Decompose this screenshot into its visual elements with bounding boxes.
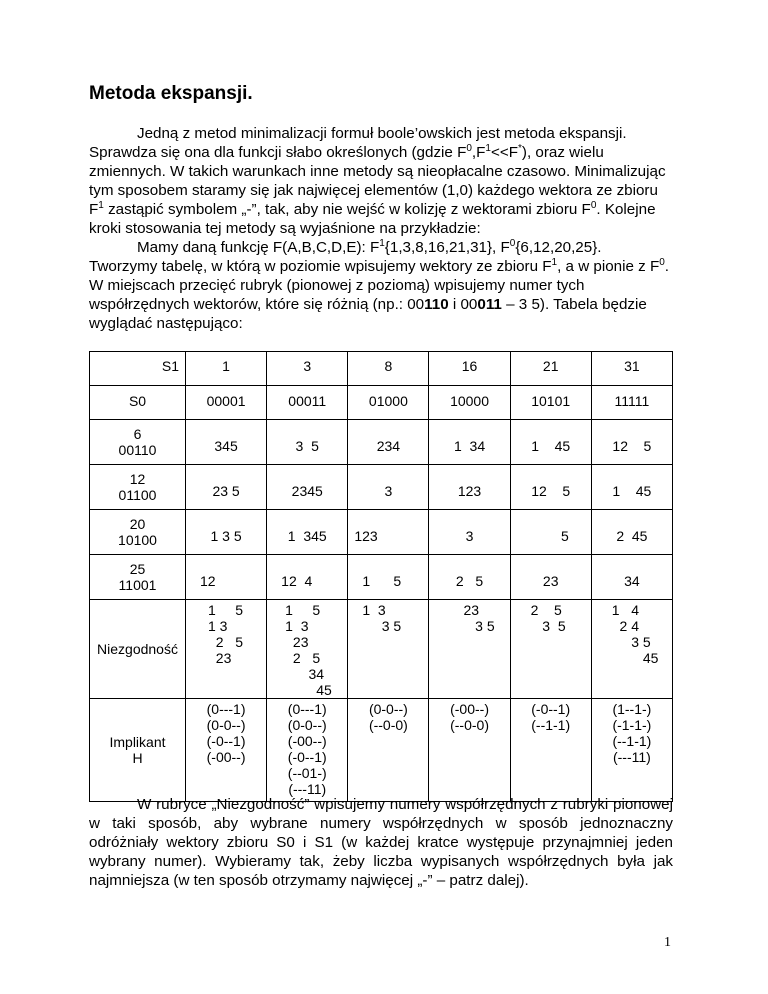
- s0-number: 6: [133, 426, 142, 442]
- para2-sup-1: 1: [379, 237, 385, 249]
- s0-row-label: [90, 510, 186, 555]
- diff-cell: [186, 420, 267, 465]
- niezgodnosc-line: 1 5: [208, 602, 244, 618]
- niezgodnosc-line: 1 5: [285, 602, 321, 618]
- niezgodnosc-line: 3 5: [463, 618, 495, 634]
- niezgodnosc-line: 2 5: [285, 650, 321, 666]
- table-row-s1-vectors: [90, 386, 673, 420]
- niezgodnosc-label: Niezgodność: [90, 600, 186, 699]
- implikant-line: (---11): [612, 749, 651, 765]
- para2-sup-3: 1: [551, 256, 558, 268]
- para1-sup-4: 1: [98, 199, 104, 211]
- niezgodnosc-line: 1 4: [611, 602, 640, 618]
- implikant-cell: [267, 699, 348, 802]
- para2-text-4: , a w pionie z F: [557, 258, 660, 275]
- diff-cell: [591, 510, 672, 555]
- explanation-text: W rubryce „Niezgodność” wpisujemy numery współrzędnych z rubryki pionowej w taki sposób, aby wybrane numery współrzędnych w sposób jednoznaczny odróżniały wektory zbioru S0 i S1 (w każdej kratce występuje przynajmniej jeden wybrany numer). Wybieramy tak, żeby liczba wypisanych współrzędnych była jak najmniejsza (w ten sposób otrzymamy najwięcej „-” – patrz dalej).: [89, 796, 673, 889]
- niezgodnosc-line: 1 3: [208, 618, 228, 634]
- diff-cell-text: 1 5: [362, 573, 402, 589]
- para1-text-6: . Kolejne kroki stosowania tej metody są wyjaśnione na przykładzie:: [89, 201, 656, 237]
- expansion-table: [89, 351, 673, 802]
- implikant-line: (0-0--): [368, 701, 408, 717]
- diff-cell: [591, 420, 672, 465]
- implikant-line: (0---1): [287, 701, 327, 717]
- diff-cell-text: 1 45: [531, 438, 571, 454]
- implikant-cell: [591, 699, 672, 802]
- para1-sup-5: 0: [590, 199, 597, 211]
- para2-bold-2: 011: [477, 296, 502, 313]
- niezgodnosc-line: 23: [463, 602, 480, 618]
- implikant-line: (-00--): [206, 749, 246, 765]
- diff-cell-text: 123: [354, 528, 378, 544]
- diff-cell: [267, 510, 348, 555]
- niezgodnosc-line: 2 4: [611, 618, 640, 634]
- para1-text-2: ,F: [471, 144, 486, 161]
- implikant-cell: [186, 699, 267, 802]
- diff-cell: [186, 555, 267, 600]
- s1-vector: 10101: [510, 386, 591, 420]
- niezgodnosc-line: 23: [208, 650, 232, 666]
- s1-number: 21: [510, 352, 591, 386]
- diff-cell-text: 23: [542, 573, 559, 589]
- diff-cell: [348, 555, 429, 600]
- s0-number: 12: [129, 471, 146, 487]
- niezgodnosc-cell: [429, 600, 510, 699]
- para2-sup-2: 0: [509, 237, 516, 249]
- implikant-cell: [348, 699, 429, 802]
- para2-text-3: {6,12,20,25}. Tworzymy tabelę, w którą w poziomie wpisujemy wektory ze zbioru F: [89, 239, 602, 275]
- implikant-line: (-0--1): [287, 749, 327, 765]
- page-title: Metoda ekspansji.: [89, 83, 253, 104]
- para1-text-4: ), oraz wielu zmiennych. W takich warunkach inne metody są nieopłacalne czasowo. Minimalizując tym sposobem staramy się jak najwięcej elementów (1,0) każdego wektora ze zbioru F: [89, 144, 666, 218]
- s1-vector: 01000: [348, 386, 429, 420]
- diff-cell-text: 2 45: [616, 528, 648, 544]
- implikant-line: (-00--): [287, 733, 327, 749]
- para2-text-1: Mamy daną funkcję F(A,B,C,D,E): F: [137, 239, 380, 256]
- diff-cell-text: 3: [384, 483, 393, 499]
- implikant-line: (-0--1): [206, 733, 246, 749]
- para1-sup-1: 0: [466, 142, 472, 154]
- diff-cell: [267, 555, 348, 600]
- diff-cell-text: 34: [624, 573, 640, 589]
- para1-text-3: <<F: [490, 144, 519, 161]
- diff-cell: [510, 420, 591, 465]
- para1-sup-2: 1: [485, 142, 491, 154]
- s0-row-label: [90, 420, 186, 465]
- diff-cell-text: 12 5: [612, 438, 652, 454]
- diff-cell: [348, 420, 429, 465]
- s0-vector: 01100: [118, 487, 157, 503]
- diff-cell: [429, 555, 510, 600]
- s1-vector: 00001: [186, 386, 267, 420]
- para1-sup-3: *: [518, 142, 522, 154]
- s1-label: S1: [90, 352, 186, 386]
- implikant-cell: [429, 699, 510, 802]
- intro-paragraphs: [89, 124, 673, 333]
- implikant-label-line-2: H: [132, 750, 143, 766]
- s0-vector: 11001: [118, 577, 157, 593]
- table-row-s1-numbers: [90, 352, 673, 386]
- diff-cell-text: 2345: [291, 483, 323, 499]
- implikant-line: (--0-0): [450, 717, 489, 733]
- para2-text-7: – 3 5). Tabela będzie wyglądać następująco:: [89, 296, 647, 332]
- diff-cell: [591, 465, 672, 510]
- niezgodnosc-line: 2 5: [208, 634, 244, 650]
- diff-cell-text: 1 34: [453, 438, 486, 454]
- diff-cell-text: 12 4: [281, 573, 313, 589]
- implikant-label: [90, 699, 186, 802]
- implikant-cell: [510, 699, 591, 802]
- s1-number: 16: [429, 352, 510, 386]
- diff-cell-text: 3 5: [295, 438, 319, 454]
- niezgodnosc-cell: [348, 600, 429, 699]
- s1-number: 3: [267, 352, 348, 386]
- niezgodnosc-line: 45: [611, 650, 659, 666]
- diff-cell-text: 12: [200, 573, 216, 589]
- implikant-line: (-1-1-): [612, 717, 652, 733]
- diff-cell: [348, 465, 429, 510]
- implikant-line: (--01-): [287, 765, 327, 781]
- niezgodnosc-line: 45: [285, 682, 332, 698]
- diff-cell-text: 3: [465, 528, 474, 544]
- para2-sup-4: 0: [659, 256, 665, 268]
- explanation-paragraph: [89, 795, 673, 890]
- table-row-implikant: [90, 699, 673, 802]
- implikant-line: (-0--1): [531, 701, 571, 717]
- diff-cell-text: 345: [214, 438, 238, 454]
- niezgodnosc-line: 3 5: [611, 634, 651, 650]
- diff-cell-text: 12 5: [531, 483, 571, 499]
- diff-cell: [429, 510, 510, 555]
- s1-vector: 00011: [267, 386, 348, 420]
- niezgodnosc-line: 1 3: [285, 618, 309, 634]
- diff-cell: [510, 465, 591, 510]
- table-row-s0: [90, 420, 673, 465]
- diff-cell: [186, 510, 267, 555]
- para2-text-6: i 00: [448, 296, 478, 313]
- para1-text-1: Jedną z metod minimalizacji formuł boole’owskich jest metoda ekspansji. Sprawdza się ona dla funkcji słabo określonych (gdzie F: [89, 125, 627, 161]
- s1-vector: 11111: [591, 386, 672, 420]
- implikant-line: (1--1-): [612, 701, 652, 717]
- s1-number: 31: [591, 352, 672, 386]
- diff-cell: [510, 555, 591, 600]
- diff-cell-text: 1 45: [612, 483, 652, 499]
- para1-text-5: zastąpić symbolem „-”, tak, aby nie wejść w kolizję z wektorami zbioru F: [103, 201, 591, 218]
- para2-text-2: {1,3,8,16,21,31}, F: [384, 239, 510, 256]
- diff-cell-text: 5: [560, 528, 569, 544]
- niezgodnosc-line: 3 5: [362, 618, 402, 634]
- implikant-line: (0-0--): [287, 717, 327, 733]
- diff-cell-text: 23 5: [212, 483, 240, 499]
- implikant-line: (--0-0): [368, 717, 408, 733]
- niezgodnosc-cell: [267, 600, 348, 699]
- para2-bold-1: 110: [424, 296, 449, 313]
- s0-row-label: [90, 555, 186, 600]
- s1-vector: 10000: [429, 386, 510, 420]
- para2-text-5: . W miejscach przecięć rubryk (pionowej z poziomą) wpisujemy numer tych współrzędnych wektorów, które się różnią (np.: 00: [89, 258, 670, 313]
- s0-label: S0: [90, 386, 186, 420]
- implikant-line: (0---1): [206, 701, 246, 717]
- diff-cell-text: 123: [457, 483, 482, 499]
- diff-cell: [429, 465, 510, 510]
- diff-cell: [267, 465, 348, 510]
- implikant-line: (0-0--): [206, 717, 246, 733]
- table-row-niezgodnosc: [90, 600, 673, 699]
- s0-row-label: [90, 465, 186, 510]
- niezgodnosc-line: 3 5: [530, 618, 566, 634]
- niezgodnosc-cell: [591, 600, 672, 699]
- diff-cell: [429, 420, 510, 465]
- implikant-line: (-00--): [450, 701, 489, 717]
- diff-cell: [510, 510, 591, 555]
- diff-cell: [267, 420, 348, 465]
- niezgodnosc-line: 23: [285, 634, 309, 650]
- table-row-s0: [90, 555, 673, 600]
- implikant-line: (--1-1): [612, 733, 652, 749]
- s0-vector: 00110: [118, 442, 157, 458]
- diff-cell: [591, 555, 672, 600]
- niezgodnosc-line: 1 3: [362, 602, 386, 618]
- implikant-line: (--1-1): [531, 717, 571, 733]
- diff-cell-text: 1 345: [287, 528, 327, 544]
- s1-number: 8: [348, 352, 429, 386]
- niezgodnosc-line: 34: [285, 666, 325, 682]
- table-row-s0: [90, 465, 673, 510]
- niezgodnosc-line: 2 5: [530, 602, 562, 618]
- table-row-s0: [90, 510, 673, 555]
- s0-number: 25: [129, 561, 146, 577]
- s0-vector: 10100: [118, 532, 157, 548]
- niezgodnosc-cell: [510, 600, 591, 699]
- diff-cell-text: 2 5: [455, 573, 484, 589]
- s0-number: 20: [129, 516, 146, 532]
- niezgodnosc-cell: [186, 600, 267, 699]
- diff-cell-text: 1 3 5: [210, 528, 242, 544]
- s1-number: 1: [186, 352, 267, 386]
- diff-cell: [186, 465, 267, 510]
- implikant-label-line-1: Implikant: [109, 734, 166, 750]
- implikant-line: (---11): [288, 781, 327, 797]
- page-number: 1: [664, 935, 671, 950]
- diff-cell-text: 234: [376, 438, 401, 454]
- diff-cell: [348, 510, 429, 555]
